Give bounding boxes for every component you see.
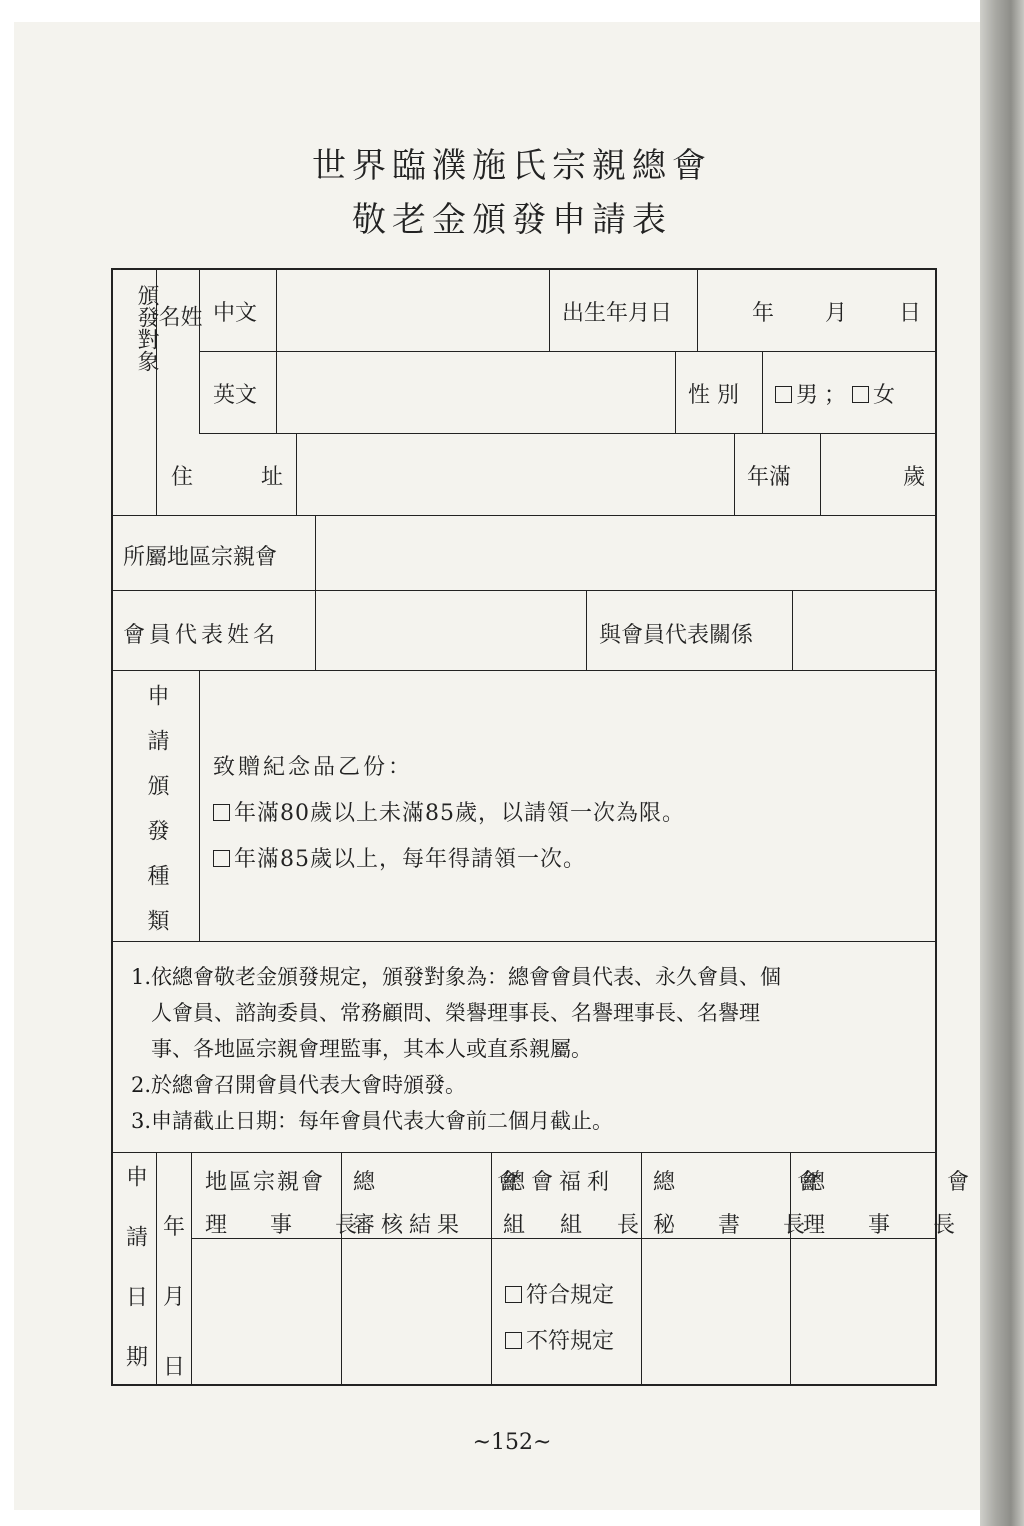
option-80-to-85 <box>213 796 685 827</box>
male-checkbox[interactable] <box>775 386 792 403</box>
option-over-85 <box>213 842 586 873</box>
noncompliant-option <box>505 1324 614 1355</box>
sig-secretary-field[interactable] <box>643 1240 788 1384</box>
noncompliant-checkbox[interactable] <box>505 1332 522 1349</box>
gender-separator: ； <box>824 383 847 408</box>
address-field[interactable] <box>298 436 732 512</box>
sig-secretary-head: 總 會 <box>653 1170 834 1195</box>
page-number: ~152~ <box>472 1430 552 1455</box>
sig-region-head: 地區宗親會 <box>205 1170 326 1195</box>
sig-chair-title: 理 事 長 <box>803 1213 973 1238</box>
title-organization: 世界臨濮施氏宗親總會 <box>312 146 712 186</box>
chinese-name-field[interactable] <box>278 272 546 348</box>
compliant-text: 符合規定 <box>526 1283 615 1308</box>
option-80-checkbox[interactable] <box>213 804 230 821</box>
birth-day-label[interactable]: 日 <box>899 301 922 326</box>
sig-welfare-head: 總會福利 <box>503 1170 616 1195</box>
birth-date-label: 出生年月日 <box>562 301 673 326</box>
compliant-option <box>505 1278 614 1309</box>
note-line: 事、各地區宗親會理監事，其本人或直系親屬。 <box>151 1037 592 1061</box>
sig-region-title: 理 事 長 <box>205 1213 375 1238</box>
member-rep-name-field[interactable] <box>318 593 583 667</box>
note-line: 1.依總會敬老金頒發規定，頒發對象為：總會會員代表、永久會員、個 <box>131 965 782 989</box>
sig-secretary-title: 秘 書 長 <box>653 1213 823 1238</box>
relation-label: 與會員代表關係 <box>599 623 754 648</box>
male-label: 男 <box>796 383 819 408</box>
application-form <box>111 268 984 1405</box>
address-label-first: 住 <box>171 465 194 490</box>
female-checkbox[interactable] <box>852 386 869 403</box>
title-form-name: 敬老金頒發申請表 <box>352 200 672 240</box>
note-line: 人會員、諮詢委員、常務顧問、榮譽理事長、名譽理事長、名譽理 <box>151 1001 760 1025</box>
age-label: 年滿 <box>747 465 792 490</box>
option-85-text: 年滿85歲以上，每年得請領一次。 <box>234 847 586 872</box>
sig-welfare-title: 組 組 長 <box>503 1213 653 1238</box>
address-label-second: 址 <box>261 465 284 490</box>
option-85-checkbox[interactable] <box>213 850 230 867</box>
birth-year-label[interactable]: 年 <box>752 301 775 326</box>
relation-field[interactable] <box>795 593 935 667</box>
sig-review-head: 總 會 <box>353 1170 534 1195</box>
gender-options <box>775 378 895 409</box>
compliant-checkbox[interactable] <box>505 1286 522 1303</box>
date-day-label[interactable]: 日 <box>163 1355 186 1380</box>
date-year-label[interactable]: 年 <box>163 1215 186 1240</box>
birth-month-label[interactable]: 月 <box>825 301 848 326</box>
note-line: 2.於總會召開會員代表大會時頒發。 <box>131 1073 467 1097</box>
female-label: 女 <box>873 383 896 408</box>
sig-chair-field[interactable] <box>792 1240 935 1384</box>
sig-review-field[interactable] <box>343 1240 489 1384</box>
recipient-section-label: 頒發對象 <box>134 284 159 372</box>
age-unit[interactable]: 歲 <box>903 465 926 490</box>
english-name-field[interactable] <box>278 354 672 430</box>
english-name-label: 英文 <box>213 383 258 408</box>
sig-review-title: 審核結果 <box>353 1213 466 1238</box>
gender-label: 性 別 <box>688 383 739 408</box>
gift-text: 致贈紀念品乙份： <box>213 755 414 780</box>
noncompliant-text: 不符規定 <box>526 1329 615 1354</box>
member-rep-name-label: 會員代表姓名 <box>123 623 280 648</box>
region-association-field[interactable] <box>318 518 934 588</box>
note-line: 3.申請截止日期：每年會員代表大會前二個月截止。 <box>131 1109 614 1133</box>
region-association-label: 所屬地區宗親會 <box>123 545 278 570</box>
date-month-label[interactable]: 月 <box>163 1285 186 1310</box>
name-label: 姓名 <box>155 305 202 399</box>
option-80-text: 年滿80歲以上未滿85歲，以請領一次為限。 <box>234 801 685 826</box>
chinese-name-label: 中文 <box>213 301 258 326</box>
apply-date-label: 申請日期 <box>122 1165 148 1405</box>
sig-region-field[interactable] <box>193 1240 339 1384</box>
application-type-label: 申請頒發種類 <box>144 684 169 954</box>
sig-chair-head: 總 會 <box>803 1170 984 1195</box>
